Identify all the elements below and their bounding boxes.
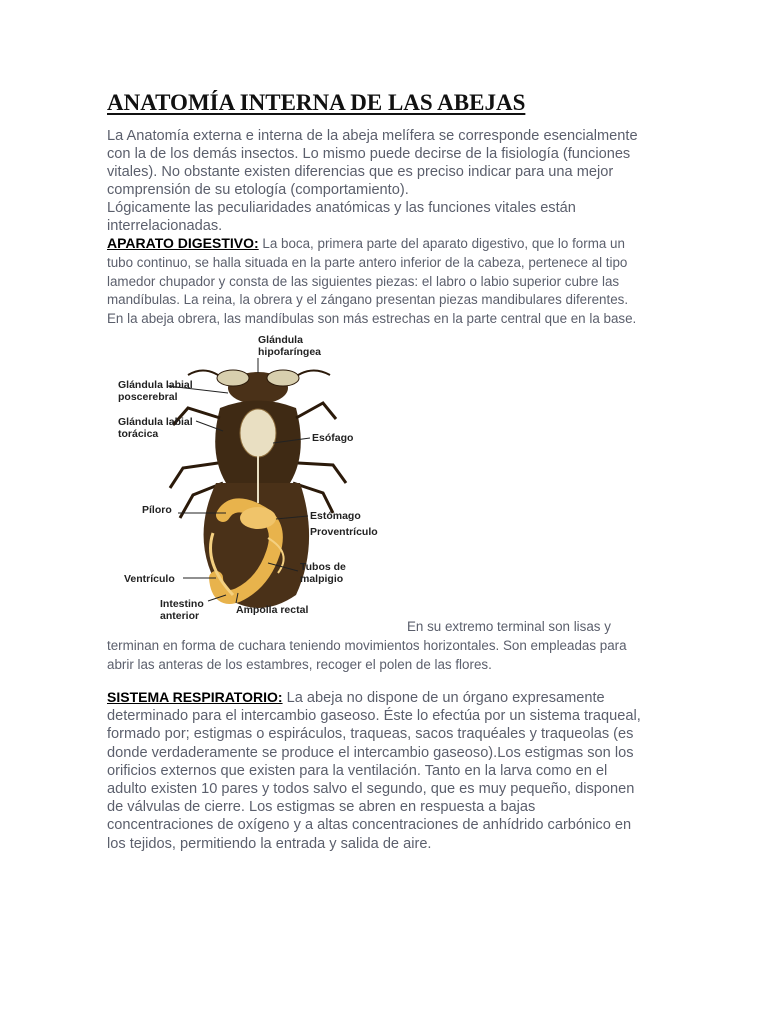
label-malpigio-2: malpigio <box>300 573 344 585</box>
respiratory-line: de válvulas de cierre. Los estigmas se abren en respuesta a bajas <box>107 799 536 816</box>
intro-paragraph <box>107 127 667 235</box>
continuation-line: En su extremo terminal son lisas y <box>407 619 611 634</box>
label-poscerebral-2: poscerebral <box>118 391 178 403</box>
respiratory-line: determinado para el intercambio gaseoso. Éste lo efectúa por un sistema traqueal, <box>107 708 641 725</box>
continuation-line: terminan en forma de cuchara teniendo movimientos horizontales. Son empleadas para <box>107 638 627 653</box>
page-title: ANATOMÍA INTERNA DE LAS ABEJAS <box>107 90 526 115</box>
intro-line: vitales). No obstante existen diferencias que es preciso indicar para una mejor <box>107 164 614 180</box>
digestive-line: En la abeja obrera, las mandíbulas son más estrechas en la parte central que en la base. <box>107 311 637 327</box>
label-malpigio-1: Tubos de <box>300 561 346 573</box>
bee-anatomy-illustration <box>108 333 408 623</box>
respiratory-line: concentraciones de oxígeno y a altas concentraciones de anhídrido carbónico en <box>107 817 632 834</box>
digestive-line: lamedor chupador y consta de las siguientes piezas: el labro o labio superior cubre las <box>107 273 620 289</box>
label-piloro: Píloro <box>142 504 172 516</box>
digestive-line: mandíbulas. La reina, la obrera y el zángano presentan piezas mandibulares diferentes. <box>107 292 629 308</box>
label-poscerebral-1: Glándula labial <box>118 379 193 391</box>
label-hipofaringea-1: Glándula <box>258 334 303 346</box>
intro-line: Lógicamente las peculiaridades anatómicas y las funciones vitales están <box>107 200 576 216</box>
intro-line: con la de los demás insectos. Lo mismo puede decirse de la fisiología (funciones <box>107 146 631 162</box>
intro-line: comprensión de su etología (comportamiento). <box>107 182 409 198</box>
respiratory-heading: SISTEMA RESPIRATORIO: <box>107 689 283 705</box>
label-hipofaringea-2: hipofaríngea <box>258 346 322 358</box>
label-estomago: Estómago <box>310 510 361 522</box>
bee-anatomy-figure <box>108 333 408 623</box>
intro-line: interrelacionadas. <box>107 218 223 234</box>
digestive-line: La boca, primera parte del aparato digestivo, que lo forma un <box>258 236 625 251</box>
label-intestino-2: anterior <box>160 610 200 622</box>
respiratory-line: La abeja no dispone de un órgano expresamente <box>282 690 605 706</box>
label-intestino-1: Intestino <box>160 598 204 610</box>
label-ampolla: Ampolla rectal <box>236 604 309 616</box>
respiratory-paragraph <box>107 688 667 853</box>
respiratory-line: orificios externos que existen para la ventilación. Tanto en la larva como en el <box>107 762 608 779</box>
digestive-heading: APARATO DIGESTIVO: <box>107 235 259 251</box>
digestive-paragraph <box>107 234 667 329</box>
label-toracica-1: Glándula labial <box>118 416 193 428</box>
label-toracica-2: torácica <box>118 428 159 440</box>
digestive-line: tubo continuo, se halla situada en la parte antero inferior de la cabeza, pertenece al tipo <box>107 254 628 270</box>
intro-line: La Anatomía externa e interna de la abeja melífera se corresponde esencialmente <box>107 128 638 144</box>
respiratory-line: formado por; estigmas o espiráculos, traqueas, sacos traquéales y traqueolas (es <box>107 726 634 743</box>
label-ventriculo: Ventrículo <box>124 573 175 585</box>
continuation-line: abrir las anteras de los estambres, recoger el polen de las flores. <box>107 656 492 672</box>
label-esofago: Esófago <box>312 432 354 444</box>
continuation-paragraph <box>107 637 667 675</box>
respiratory-line: donde verdaderamente se produce el intercambio gaseoso).Los estigmas son los <box>107 744 634 761</box>
respiratory-line: los tejidos, permitiendo la entrada y salida de aire. <box>107 835 432 852</box>
respiratory-line: adulto existen 10 pares y todos salvo el segundo, que es muy pequeño, disponen <box>107 781 635 798</box>
label-proventriculo: Proventrículo <box>310 526 378 538</box>
